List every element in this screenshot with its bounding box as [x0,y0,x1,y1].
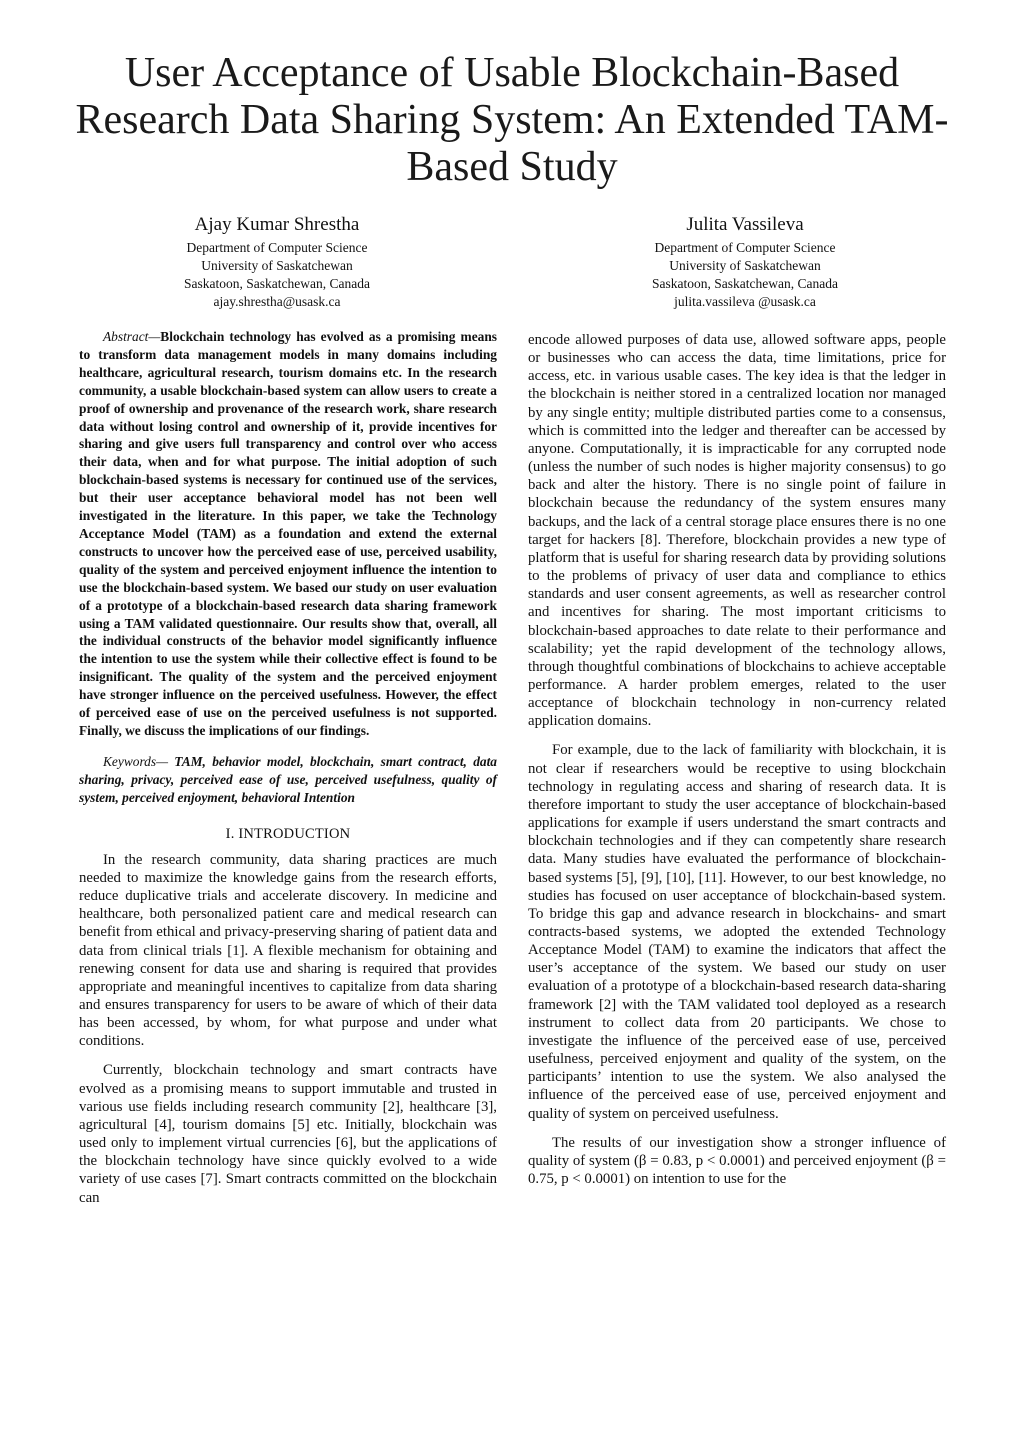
author-name: Julita Vassileva [686,214,804,235]
body-paragraph: Currently, blockchain technology and smart contracts have evolved as a promising means to support immutable and trusted in various use fields including research community [2], healthcare [3], agricultural [4], tourism domains [5] etc. Initially, blockchain was used only to implement virtual currencies [6], but the applications of the blockchain technology have since quickly evolved to a wide variety of use cases [7]. Smart contracts committed on the blockchain can [79,1062,497,1206]
paper-title: User Acceptance of Usable Blockchain-Based Research Data Sharing System: An Extended TAM-Based Study [75,50,949,190]
body-paragraph: encode allowed purposes of data use, allowed software apps, people or businesses who can access the data, time limitations, price for access, etc. in various usable cases. The key idea is that the ledger in the blockchain is neither stored in a centralized location nor managed by any single entity; multiple distributed parties come to a consensus, which is committed into the ledger and thereafter can be accessed by anyone. Computationally, it is impracticable for any corrupted node (unless the number of such nodes is higher majority consensus) to go back and alter the history. There is no single point of failure in blockchain because the redundancy of the system ensures many backups, and the lack of a central storage place ensures there is no one target for hackers [8]. Therefore, blockchain provides a new type of platform that is useful for sharing research data by providing solutions to the problems of privacy of user data and compliance to ethics standards and user consent agreements, as well as researcher control and incentives for sharing. The most important criticisms to blockchain-based approaches to date relate to their performance and scalability; yet the rapid development of the technology allows, through thoughtful combinations of blockchains to achieve acceptable performance. A harder problem emerges, related to the user acceptance of blockchain technology in non-currency related application domains. [528,332,946,730]
section-title-initial: I [238,825,244,842]
author-email: ajay.shrestha@usask.ca [213,294,341,309]
left-column [79,328,497,1207]
abstract-label: Abstract— [103,329,161,344]
author-block-2 [580,214,910,311]
abstract [79,328,497,740]
author-university: University of Saskatchewan [669,258,821,273]
body-paragraph: For example, due to the lack of familiarity with blockchain, it is not clear if researchers would be receptive to using blockchain technology in regulating access and sharing of research data. It is therefore important to study the user acceptance of blockchain-based applications for example if users understand the smart contracts and blockchain technologies and if they can competently share research data. Many studies have evaluated the performance of blockchain-based systems [5], [9], [10], [11]. However, to our best knowledge, no studies has focused on user acceptance of blockchain-based system. To bridge this gap and advance research in blockchains- and smart contracts-based systems, we adopted the extended Technology Acceptance Model (TAM) to examine the indicators that affect the user’s acceptance of the system. We based our study on user evaluation of a prototype of a blockchain-based research data-sharing framework [2] with the TAM validated tool deployed as a research instrument to collect data from 20 participants. We chose to investigate the influence of the perceived ease of use, perceived usefulness, perceived enjoyment and quality of the system, on the participants’ intention to use the system. We also analysed the influence of the perceived ease of use, perceived enjoyment and quality of system on perceived usefulness. [528,742,946,1122]
keywords-text: TAM, behavior model, blockchain, smart contract, data sharing, privacy, perceived ease of use, perceived usefulness, quality of system, perceived enjoyment, behavioral Intention [79,753,498,805]
author-location: Saskatoon, Saskatchewan, Canada [184,276,370,291]
keywords [79,753,497,807]
abstract-text: Blockchain technology has evolved as a promising means to transform data management models in many domains including healthcare, agricultural research, tourism domains etc. In the research community, a usable blockchain-based system can allow users to create a proof of ownership and provenance of the research work, share research data without losing control and ownership of it, provide incentives for sharing and give users full transparency and control over who access their data, when and for what purpose. The initial adoption of such blockchain-based systems is necessary for continued use of the services, but their user acceptance behavioral model has not been well investigated in the literature. In this paper, we take the Technology Acceptance Model (TAM) as a foundation and extend the external constructs to uncover how the perceived ease of use, perceived usability, quality of the system and perceived enjoyment influence the intention to use the blockchain-based system. We based our study on user evaluation of a prototype of a blockchain-based research data sharing framework using a TAM validated questionnaire. Our results show that, overall, all the individual constructs of the behavior model significantly influence the intention to use the system while their collective effect is found to be insignificant. The quality of the system and the perceived enjoyment have stronger influence on the perceived usefulness. However, the effect of perceived ease of use on the perceived usefulness is not supported. Finally, we discuss the implications of our findings. [79,329,497,738]
right-column [528,331,946,1188]
section-heading-introduction [79,825,497,843]
author-university: University of Saskatchewan [201,258,353,273]
body-paragraph: The results of our investigation show a stronger influence of quality of system (β = 0.83, p < 0.0001) and perceived enjoyment (β = 0.75, p < 0.0001) on intention to use for the [528,1134,946,1188]
author-name: Ajay Kumar Shrestha [194,214,360,235]
section-number: I. [225,825,239,842]
author-email: julita.vassileva @usask.ca [674,294,816,309]
keywords-label: Keywords— [103,753,175,769]
author-location: Saskatoon, Saskatchewan, Canada [652,276,838,291]
section-title-rest: NTRODUCTION [243,825,351,842]
author-department: Department of Computer Science [186,240,368,255]
author-department: Department of Computer Science [654,240,836,255]
body-paragraph: In the research community, data sharing practices are much needed to maximize the knowledge gains from the research efforts, reduce duplicative trials and accelerate discovery. In medicine and healthcare, both personalized patient care and medical research can benefit from ethical and privacy-preserving sharing of patient data and data from clinical trials [1]. A flexible mechanism for obtaining and renewing consent for data use and sharing is required that provides appropriate and meaningful incentives to capitalize from data sharing and ensures transparency for users to be aware of which of their data has been accessed, by whom, for what purpose and under what conditions. [79,851,497,1050]
author-block-1 [112,214,442,311]
